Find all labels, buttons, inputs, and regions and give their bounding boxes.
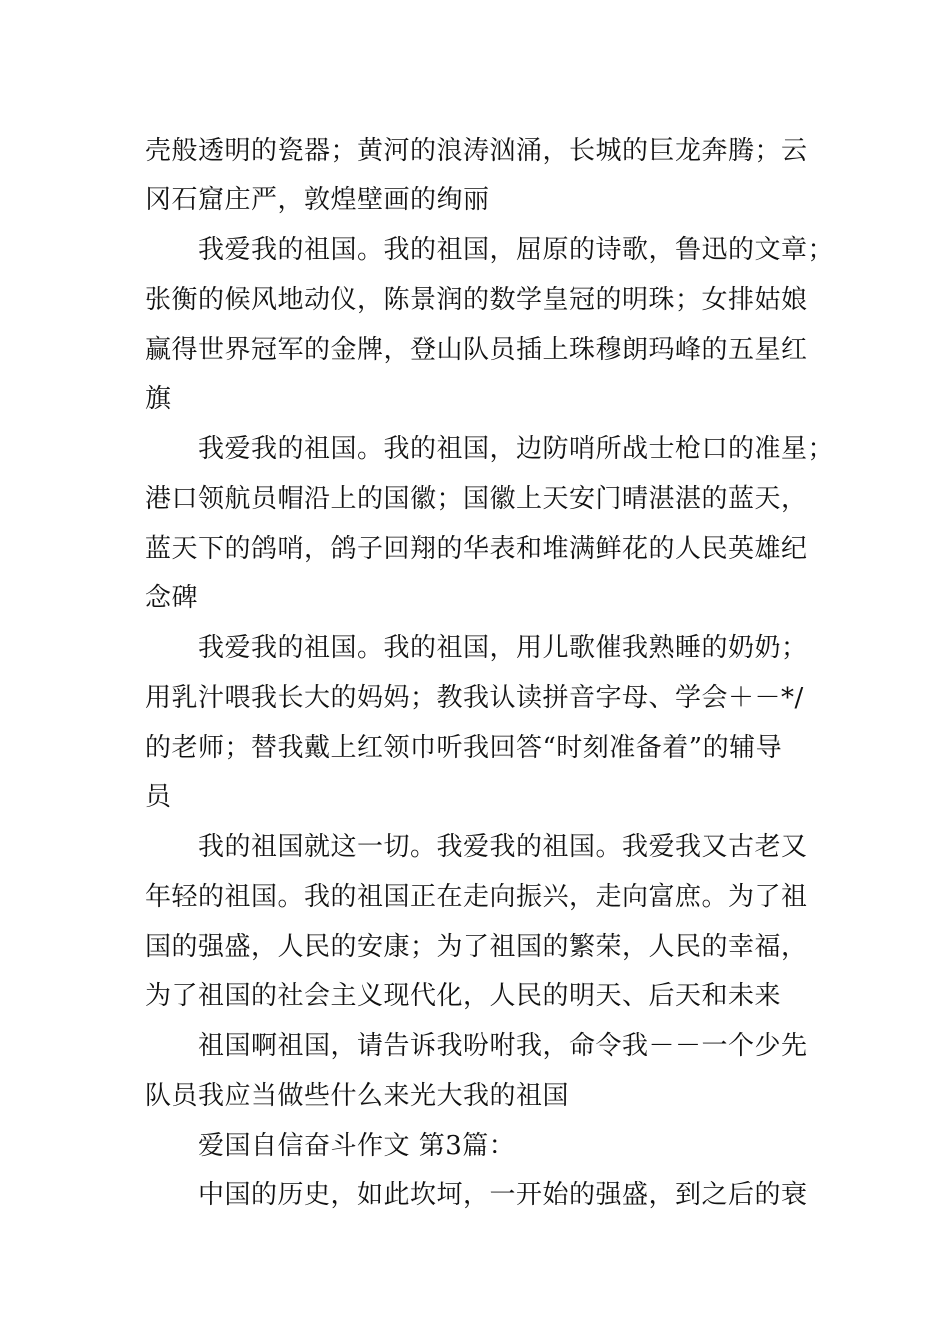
text-line: 我爱我的祖国。我的祖国，屈原的诗歌，鲁迅的文章； xyxy=(198,235,835,265)
text-line: 念碑 xyxy=(145,583,199,613)
text-line: 旗 xyxy=(145,384,172,414)
text-line: 我爱我的祖国。我的祖国，边防哨所战士枪口的准星； xyxy=(198,434,835,464)
text-line: 港口领航员帽沿上的国徽；国徽上天安门晴湛湛的蓝天， xyxy=(145,484,808,514)
text-line: 蓝天下的鸽哨，鸽子回翔的华表和堆满鲜花的人民英雄纪 xyxy=(145,534,808,564)
text-line: 祖国啊祖国，请告诉我吩咐我，命令我－－一个少先 xyxy=(198,1031,808,1061)
text-line: 壳般透明的瓷器；黄河的浪涛汹涌，长城的巨龙奔腾；云 xyxy=(145,136,808,166)
text-line: 赢得世界冠军的金牌，登山队员插上珠穆朗玛峰的五星红 xyxy=(145,335,808,365)
text-line: 队员我应当做些什么来光大我的祖国 xyxy=(145,1081,570,1111)
text-line: 用乳汁喂我长大的妈妈；教我认读拼音字母、学会＋－*/ xyxy=(145,683,804,713)
text-line: 的老师；替我戴上红领巾听我回答“时刻准备着”的辅导 xyxy=(145,733,783,763)
text-line: 冈石窟庄严，敦煌壁画的绚丽 xyxy=(145,185,490,215)
text-line: 我爱我的祖国。我的祖国，用儿歌催我熟睡的奶奶； xyxy=(198,633,808,663)
text-line: 张衡的候风地动仪，陈景润的数学皇冠的明珠；女排姑娘 xyxy=(145,285,808,315)
text-line: 年轻的祖国。我的祖国正在走向振兴，走向富庶。为了祖 xyxy=(145,882,808,912)
text-line: 中国的历史，如此坎坷，一开始的强盛，到之后的衰 xyxy=(198,1180,808,1210)
text-line: 员 xyxy=(145,782,172,812)
section-heading: 爱国自信奋斗作文 第3篇： xyxy=(198,1131,516,1161)
text-line: 国的强盛，人民的安康；为了祖国的繁荣，人民的幸福， xyxy=(145,932,808,962)
text-line: 为了祖国的社会主义现代化，人民的明天、后天和未来 xyxy=(145,981,782,1011)
text-line: 我的祖国就这一切。我爱我的祖国。我爱我又古老又 xyxy=(198,832,808,862)
